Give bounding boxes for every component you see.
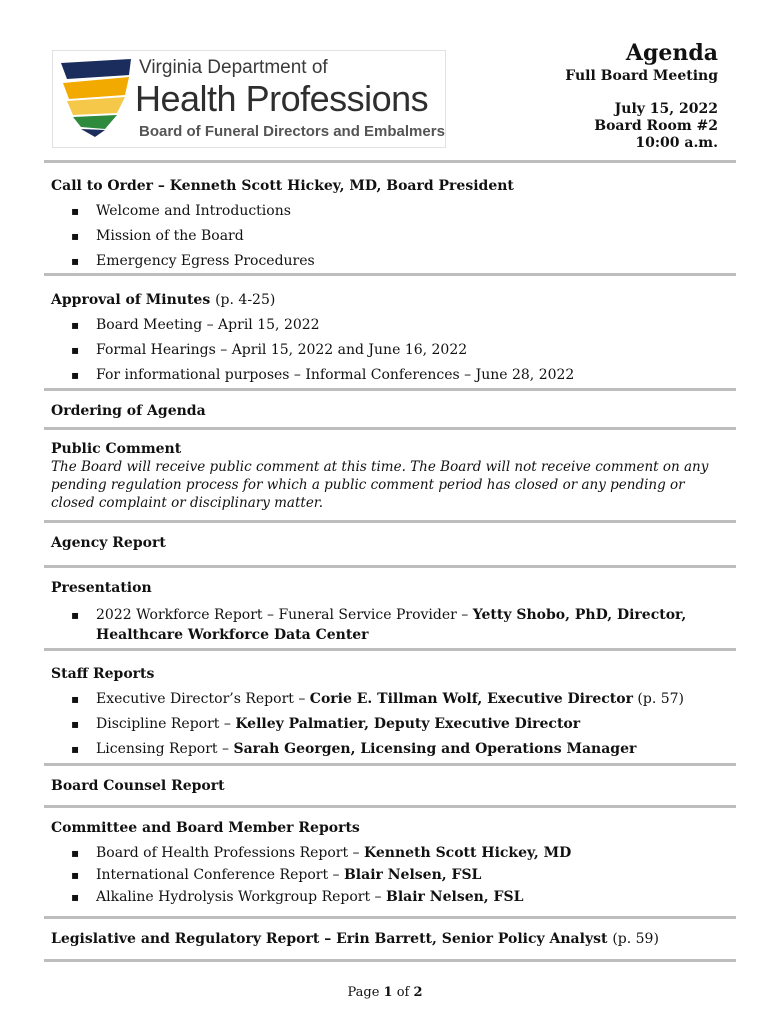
list-item	[51, 605, 731, 645]
presenter-name: Kenneth Scott Hickey, MD	[364, 845, 572, 861]
logo-swoosh-icon	[59, 57, 135, 141]
section-title: Staff Reports	[51, 666, 155, 682]
item-list	[51, 199, 731, 274]
vdhp-logo	[52, 50, 446, 148]
item-list	[51, 605, 731, 645]
report-name: Executive Director’s Report –	[96, 691, 310, 707]
meeting-type: Full Board Meeting	[565, 68, 718, 84]
divider	[44, 805, 736, 808]
minutes-section	[51, 288, 731, 388]
committee-section	[51, 820, 731, 908]
section-title	[51, 288, 731, 313]
meeting-details	[594, 101, 718, 152]
report-name: International Conference Report –	[96, 867, 344, 883]
board-counsel-section	[51, 778, 731, 795]
meeting-time: 10:00 a.m.	[635, 135, 718, 151]
page-total: 2	[413, 985, 423, 1000]
page-reference: (p. 57)	[632, 691, 685, 707]
legislative-title: Legislative and Regulatory Report – Erin Barrett, Senior Policy Analyst	[51, 931, 608, 947]
presenter-name: Yetty Shobo, PhD, Director, Healthcare Workforce Data Center	[96, 607, 687, 643]
minutes-title: Approval of Minutes	[51, 292, 211, 308]
list-item: ▪ Mission of the Board	[51, 224, 731, 249]
call-to-order-section	[51, 174, 731, 274]
divider	[44, 959, 736, 962]
divider	[44, 160, 736, 163]
section-title: Ordering of Agenda	[51, 403, 206, 419]
item-list	[51, 313, 731, 388]
public-comment-text: The Board will receive public comment at this time. The Board will not receive comment on any pending regulation process for which a public comment period has closed or any pending or closed complaint or disciplinary matter.	[51, 459, 709, 511]
section-title: Agency Report	[51, 535, 166, 551]
list-item: ▪ Emergency Egress Procedures	[51, 249, 731, 274]
list-item: ▪ Formal Hearings – April 15, 2022 and June 16, 2022	[51, 338, 731, 363]
presenter-name: Sarah Georgen, Licensing and Operations Manager	[233, 741, 637, 757]
presenter-name: Blair Nelsen, FSL	[386, 889, 524, 905]
section-title: Presentation	[51, 580, 152, 596]
list-item	[51, 737, 731, 762]
divider	[44, 763, 736, 766]
logo-line-1: Virginia Department of	[139, 57, 328, 78]
list-item	[51, 864, 731, 886]
report-name: Board of Health Professions Report –	[96, 845, 365, 861]
report-name: Discipline Report –	[96, 716, 236, 732]
list-item: ▪ Welcome and Introductions	[51, 199, 731, 224]
meeting-room: Board Room #2	[594, 118, 718, 134]
divider	[44, 565, 736, 568]
section-title: Public Comment	[51, 441, 182, 457]
footer-of: of	[392, 985, 414, 1000]
page-reference: (p. 4-25)	[215, 292, 276, 308]
legislative-section	[51, 931, 731, 948]
ordering-section	[51, 403, 731, 420]
divider	[44, 273, 736, 276]
public-comment-section	[51, 441, 731, 512]
logo-line-3: Board of Funeral Directors and Embalmers	[139, 123, 445, 140]
presenter-name: Blair Nelsen, FSL	[343, 867, 482, 883]
footer-prefix: Page	[347, 985, 384, 1000]
presenter-name: Kelley Palmatier, Deputy Executive Director	[235, 716, 581, 732]
presenter-name: Corie E. Tillman Wolf, Executive Director	[309, 691, 633, 707]
presentation-topic: 2022 Workforce Report – Funeral Service Provider –	[96, 607, 473, 623]
section-title: Call to Order – Kenneth Scott Hickey, MD, Board President	[51, 178, 514, 194]
page-number: 1	[383, 985, 393, 1000]
page-footer	[0, 985, 770, 1000]
list-item: ▪ For informational purposes – Informal Conferences – June 28, 2022	[51, 363, 731, 388]
section-title: Board Counsel Report	[51, 778, 225, 794]
staff-reports-section	[51, 662, 731, 762]
section-title	[51, 931, 731, 948]
list-item: ▪ Board Meeting – April 15, 2022	[51, 313, 731, 338]
list-item	[51, 886, 731, 908]
item-list	[51, 842, 731, 908]
report-name: Licensing Report –	[96, 741, 234, 757]
list-item	[51, 687, 731, 712]
agenda-title: Agenda	[625, 40, 718, 66]
list-item	[51, 842, 731, 864]
meeting-date: July 15, 2022	[614, 101, 718, 117]
page-reference: (p. 59)	[612, 931, 659, 947]
divider	[44, 427, 736, 430]
divider	[44, 520, 736, 523]
report-name: Alkaline Hydrolysis Workgroup Report –	[96, 889, 387, 905]
logo-line-2: Health Professions	[135, 78, 429, 119]
divider	[44, 916, 736, 919]
agency-report-section	[51, 535, 731, 552]
item-list	[51, 687, 731, 762]
presentation-section	[51, 580, 731, 645]
divider	[44, 388, 736, 391]
section-title: Committee and Board Member Reports	[51, 820, 360, 836]
list-item	[51, 712, 731, 737]
divider	[44, 648, 736, 651]
